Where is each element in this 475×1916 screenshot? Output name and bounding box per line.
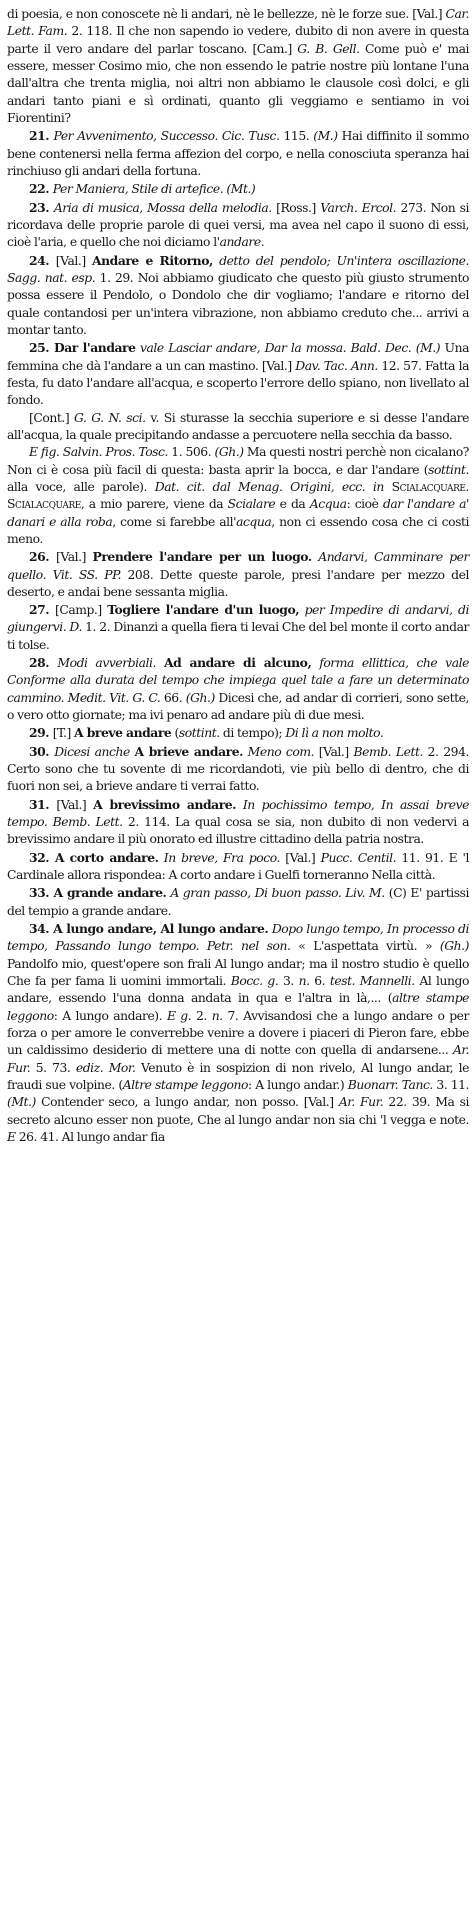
- bold-text: A brevissimo andare.: [93, 796, 236, 812]
- entry-paragraph: [7, 410, 469, 445]
- italic-text: Dav. Tac. Ann.: [295, 358, 378, 373]
- entry-paragraph: [7, 724, 469, 742]
- italic-text: Per Maniera, Stile di artefice. (Mt.): [52, 182, 256, 197]
- entry-paragraph: [7, 252, 469, 340]
- bold-text: 31.: [29, 796, 57, 812]
- text-run: di poesia, e non conoscete nè li andari, nè le bellezze, nè le forze sue. [Val.]: [7, 7, 446, 21]
- entry-paragraph: [7, 849, 469, 885]
- italic-text: detto del pendolo; Un'intera oscillazione. Sagg. nat. esp.: [7, 253, 469, 285]
- italic-text: acqua: [236, 514, 272, 529]
- text-run: 2. 294. Certo sono che tu sovente di me ricordandoti, vie più bello di dentro, che di fuori non sei, a brieve andare ti verrai fatto.: [7, 744, 469, 794]
- text-run: Hai diffinito il sommo bene contenersi nella ferma affezion del corpo, e nella conosciuta speranza hai rinchiuso gli andari della fortuna.: [7, 129, 469, 178]
- text-run: : A lungo andare).: [53, 1008, 167, 1023]
- bold-text: 24.: [29, 252, 56, 268]
- text-run: [Val.]: [279, 850, 321, 865]
- italic-text: Bemb. Lett.: [353, 744, 423, 759]
- italic-text: test. Mannelli.: [329, 974, 415, 989]
- bold-text: A grande andare.: [53, 885, 167, 901]
- italic-text: Altre stampe leggono: [122, 1078, 249, 1093]
- text-run: 1. 29. Noi abbiamo giudicato che questo più giusto strumento possa essere il Pendolo, o Dondolo che dir vogliamo; l'andare e ritorno del quale contandosi per un'intera vibrazione, non abbiamo creduto che... arrivi a montar tanto.: [7, 270, 470, 337]
- bold-text: 32.: [29, 849, 55, 865]
- text-run: Venuto è in sospizion di non rivelo, Al lungo andar, le fraudi sue volpine. (: [7, 1060, 470, 1093]
- italic-text: Meno com.: [247, 744, 315, 759]
- entry-paragraph: [7, 654, 469, 724]
- bold-text: A lungo andare, Al lungo andare.: [53, 921, 269, 937]
- bold-text: 29.: [29, 725, 53, 741]
- text-run: [Val.]: [314, 744, 354, 759]
- text-run: [384, 480, 392, 494]
- italic-text: E g.: [166, 1008, 192, 1023]
- italic-text: Aria di musica, Mossa della melodia.: [53, 200, 272, 215]
- italic-text: n.: [211, 1008, 223, 1023]
- italic-text: Buonarr. Tanc.: [347, 1078, 433, 1093]
- bold-text: Prendere l'andare per un luogo.: [92, 549, 312, 565]
- italic-text: (Mt.): [7, 1095, 36, 1110]
- bold-text: Ad andare di alcuno,: [163, 655, 312, 671]
- entry-paragraph: [7, 339, 469, 409]
- text-run: 6.: [309, 974, 330, 989]
- italic-text: (M.): [313, 129, 338, 144]
- bold-text: 23.: [29, 199, 54, 215]
- text-run: « L'aspettata virtù. »: [290, 939, 440, 954]
- text-run: e da: [275, 497, 310, 512]
- italic-text: n.: [298, 974, 310, 989]
- italic-text: Modi avverbiali.: [57, 656, 157, 671]
- italic-text: Dopo lungo tempo, In processo di tempo, Passando lungo tempo. Petr. nel son.: [7, 922, 469, 954]
- bold-text: Dar l'andare: [53, 340, 136, 356]
- text-run: 12. 57. Fatta la festa, fu dato l'andare all'acqua, e scoperto l'errore dello spiano, non livellato al fondo.: [7, 358, 470, 408]
- italic-text: (Gh.): [214, 445, 244, 460]
- italic-text: Scialare: [227, 497, 276, 512]
- italic-text: sottint.: [178, 726, 220, 741]
- italic-text: Dat. cit. dal Menag. Origini, ecc. in: [154, 479, 384, 494]
- text-run: 1. 506.: [168, 445, 215, 460]
- text-run: v. Si sturasse la secchia superiore e si desse l'andare all'acqua, la quale precipitando andasse a percuotere nella secchia da basso.: [7, 410, 469, 442]
- text-run: 66.: [160, 690, 186, 705]
- bold-text: Andare e Ritorno,: [92, 252, 213, 268]
- italic-text: Dicesi anche: [54, 744, 130, 759]
- italic-text: Pucc. Centil.: [320, 850, 397, 865]
- small-caps-text: Scialacquare. Scialacquare,: [7, 479, 469, 512]
- text-run: , non ci essendo cosa che ci costi meno.: [7, 514, 470, 546]
- italic-text: ediz. Mor.: [75, 1060, 136, 1075]
- bold-text: A brieve andare.: [134, 743, 243, 759]
- italic-text: Ar. Fur.: [338, 1095, 384, 1110]
- text-run: 2. 114. La qual cosa se sia, non dubito di non vedervi a brevissimo andare il più onorato ed illustre cittadino della patria nostra.: [7, 815, 469, 847]
- text-run: [Cont.]: [29, 410, 74, 425]
- text-run: 3.: [278, 974, 299, 989]
- entry-paragraph: [7, 444, 469, 548]
- italic-text: altre stampe leggono: [7, 991, 469, 1023]
- text-run: 3. 11.: [432, 1078, 469, 1093]
- text-run: .: [260, 235, 265, 250]
- text-run: [T.]: [52, 726, 75, 741]
- text-run: Una femmina che dà l'andare a un can mastino. [Val.]: [7, 341, 469, 373]
- italic-text: Bocc. g.: [230, 974, 279, 989]
- italic-text: G. G. N. sci.: [73, 410, 146, 425]
- text-run: 26. 41. Al lungo andar fia: [15, 1130, 165, 1144]
- text-run: [Val.]: [56, 797, 94, 812]
- text-run: Come può e' mai essere, messer Cosimo mio, che non essendo le patrie nostre più lontane l'una dall'altra che trenta miglia, noi altri non abbiamo le clausole così dolci, e gli andari tanto piani e sì ordinati, quanto gli veggiamo e sentiamo in voi Fiorentini?: [7, 41, 469, 125]
- bold-text: 25.: [29, 340, 54, 356]
- text-run: : A lungo andar.): [248, 1078, 348, 1093]
- italic-text: Varch. Ercol.: [320, 200, 397, 215]
- text-run: [156, 656, 164, 670]
- italic-text: dar l'andare a' danari e alla roba: [7, 497, 469, 529]
- italic-text: Ar. Fur.: [7, 1043, 469, 1075]
- text-run: 115.: [279, 129, 314, 144]
- entry-paragraph: [7, 127, 469, 180]
- text-run: di tempo);: [219, 726, 286, 741]
- bold-text: 30.: [29, 743, 55, 759]
- text-run: 7. Avvisandosi che a lungo andare o per forza o per amore le converrebbe venire a dovere i piaceri di Pieron fare, ebbe un caldissimo desiderio di mettere una di notte con quella di andarsene...: [7, 1008, 469, 1058]
- italic-text: (Gh.): [185, 690, 215, 705]
- text-run: Ma questi nostri perchè non cicalano? Non ci è cosa più facil di questa: basta aprir la bocca, e dar l'andare (: [7, 445, 469, 477]
- text-run: [Camp.]: [54, 603, 108, 618]
- text-run: 1. 2. Dinanzi a quella fiera ti levai Che del bel monte il corto andar ti tolse.: [7, 620, 469, 652]
- text-run: Al lungo andare, essendo l'una donna andata in qua e l'altra in là,... (: [7, 974, 469, 1006]
- text-run: 273. Non si ricordava delle proprie parole di quei versi, ma avea nel capo il suono di essi, cioè l'aria, e quello che noi diciamo l': [7, 200, 470, 250]
- italic-text: vale Lasciar andare, Dar la mossa. Bald. Dec. (M.): [140, 341, 441, 356]
- italic-text: Andarvi, Camminare per quello. Vit. SS. PP.: [7, 550, 469, 582]
- italic-text: A gran passo, Di buon passo. Liv. M.: [170, 886, 385, 901]
- text-run: (: [171, 726, 179, 741]
- text-run: 208. Dette queste parole, presi l'andare per mezzo del deserto, e andai bene sessanta miglia.: [7, 567, 469, 599]
- bold-text: 21.: [29, 128, 54, 144]
- text-run: 5. 73.: [30, 1060, 76, 1075]
- italic-text: In pochissimo tempo, In assai breve tempo. Bemb. Lett.: [7, 797, 469, 830]
- text-run: a mio parere, viene da: [84, 497, 228, 512]
- text-run: (C) E' partissi del tempio a grande andare.: [7, 886, 469, 918]
- entry-paragraph: [7, 6, 469, 127]
- bold-text: 27.: [29, 602, 55, 618]
- text-run: , come si farebbe all': [112, 514, 237, 529]
- bold-text: 26.: [29, 549, 57, 565]
- italic-text: forma ellittica, che vale Conforme alla durata del tempo che impiega quel tale a fare un determinato cammino. Medit. Vit. G. C.: [7, 656, 469, 705]
- italic-text: Acqua: [309, 497, 347, 512]
- bold-text: Togliere l'andare d'un luogo,: [107, 602, 300, 618]
- text-run: alla voce, alle parole).: [7, 479, 155, 494]
- bold-text: 22.: [29, 181, 53, 197]
- italic-text: Di lì a non molto.: [285, 726, 384, 741]
- entry-paragraph: [7, 920, 469, 1146]
- text-run: 11. 91. E 'l Cardinale allora rispondea: A corto andare i Guelfi torneranno Nella città.: [7, 850, 469, 883]
- entry-paragraph: [7, 601, 469, 654]
- bold-text: 33.: [29, 885, 54, 901]
- text-run: [Val.]: [56, 550, 93, 565]
- entry-paragraph: [7, 796, 469, 849]
- italic-text: G. B. Gell.: [297, 41, 360, 56]
- italic-text: (Gh.): [439, 939, 470, 954]
- text-run: 22. 39. Ma si secreto alcuno esser non puote, Che al lungo andar non sia chi 'l vegga e note.: [7, 1095, 469, 1127]
- bold-text: A breve andare: [74, 725, 172, 741]
- italic-text: In breve, Fra poco.: [163, 850, 280, 865]
- text-run: [Ross.]: [271, 200, 321, 215]
- entry-paragraph: [7, 180, 469, 198]
- bold-text: A corto andare.: [54, 849, 159, 865]
- bold-text: 28.: [29, 655, 58, 671]
- text-run: 2. 118. Il che non sapendo io vedere, dubito di non avere in questa parte il vero andare del parlar toscano. [Cam.]: [7, 24, 469, 56]
- bold-text: 34.: [29, 921, 54, 937]
- italic-text: per Impedire di andarvi, di giungervi. D.: [7, 603, 469, 635]
- entry-paragraph: [7, 199, 469, 252]
- italic-text: E fig. Salvin. Pros. Tosc.: [29, 445, 168, 460]
- italic-text: Per Avvenimento, Successo. Cic. Tusc.: [53, 129, 280, 144]
- italic-text: sottint.: [428, 462, 469, 477]
- text-run: Contender seco, a lungo andar, non posso. [Val.]: [35, 1095, 339, 1110]
- italic-text: Car. Lett. Fam.: [7, 7, 469, 39]
- entry-paragraph: [7, 743, 469, 796]
- italic-text: E: [7, 1130, 16, 1144]
- text-run: Pandolfo mio, quest'opere son frali Al lungo andar; ma il nostro studio è quello Che fa per fama li uomini immortali.: [7, 956, 469, 989]
- text-run: Dicesi che, ad andar di corrieri, sono sette, o vero otto giornate; ma ivi penaro ad andare più di due mesi.: [7, 690, 469, 723]
- text-run: [236, 798, 243, 812]
- text-run: [Val.]: [55, 253, 92, 268]
- text-run: 2.: [191, 1008, 212, 1023]
- text-run: : cioè: [346, 497, 383, 512]
- italic-text: andare: [219, 235, 261, 250]
- entry-paragraph: [7, 548, 469, 601]
- entry-paragraph: [7, 884, 469, 920]
